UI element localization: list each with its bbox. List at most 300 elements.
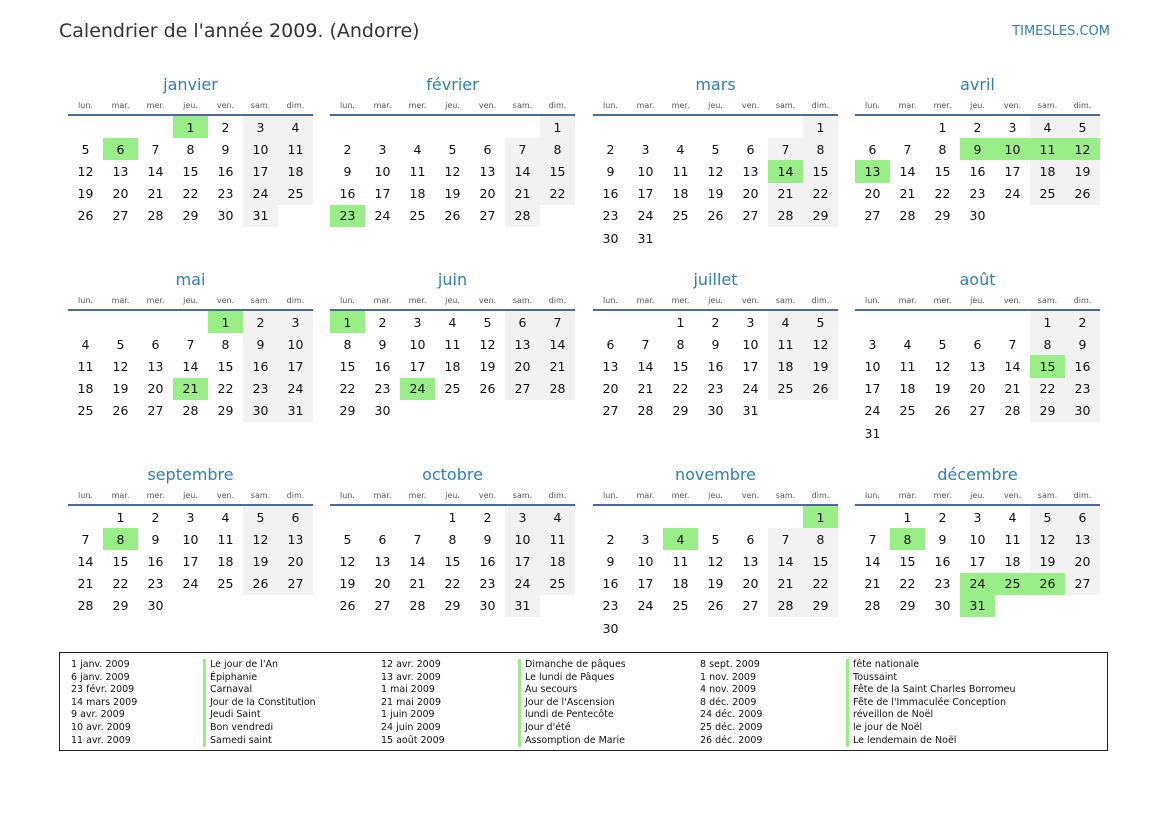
day-cell[interactable]: 10 xyxy=(243,138,278,160)
day-cell[interactable]: 19 xyxy=(112,381,129,397)
day-cell[interactable]: 19 xyxy=(77,186,94,202)
day-cell[interactable]: 27 xyxy=(505,378,540,400)
day-cell[interactable]: 3 xyxy=(641,141,650,157)
day-cell[interactable]: 25 xyxy=(409,208,426,224)
day-cell[interactable]: 21 xyxy=(864,576,881,592)
day-cell[interactable]: 2 xyxy=(151,509,160,525)
day-cell[interactable]: 31 xyxy=(637,230,654,246)
holiday-day-cell[interactable]: 1 xyxy=(173,116,208,138)
day-cell[interactable]: 28 xyxy=(505,205,540,227)
day-cell[interactable]: 6 xyxy=(746,141,755,157)
day-cell[interactable]: 16 xyxy=(217,163,234,179)
day-cell[interactable]: 16 xyxy=(707,358,724,374)
day-cell[interactable]: 2 xyxy=(1065,311,1100,333)
day-cell[interactable]: 22 xyxy=(540,183,575,205)
holiday-day-cell[interactable]: 12 xyxy=(1065,138,1100,160)
day-cell[interactable]: 11 xyxy=(1004,531,1021,547)
day-cell[interactable]: 3 xyxy=(641,531,650,547)
day-cell[interactable]: 14 xyxy=(864,553,881,569)
day-cell[interactable]: 23 xyxy=(479,576,496,592)
day-cell[interactable]: 21 xyxy=(147,186,164,202)
day-cell[interactable]: 6 xyxy=(973,336,982,352)
day-cell[interactable]: 1 xyxy=(116,509,125,525)
day-cell[interactable]: 30 xyxy=(969,208,986,224)
day-cell[interactable]: 17 xyxy=(637,186,654,202)
day-cell[interactable]: 4 xyxy=(413,141,422,157)
day-cell[interactable]: 12 xyxy=(803,333,838,355)
day-cell[interactable]: 5 xyxy=(803,311,838,333)
day-cell[interactable]: 3 xyxy=(1008,119,1017,135)
day-cell[interactable]: 1 xyxy=(540,116,575,138)
day-cell[interactable]: 16 xyxy=(969,163,986,179)
day-cell[interactable]: 22 xyxy=(182,186,199,202)
day-cell[interactable]: 18 xyxy=(1004,553,1021,569)
day-cell[interactable]: 26 xyxy=(707,598,724,614)
day-cell[interactable]: 20 xyxy=(147,381,164,397)
day-cell[interactable]: 3 xyxy=(278,311,313,333)
day-cell[interactable]: 3 xyxy=(378,141,387,157)
site-link[interactable]: TIMESLES.COM xyxy=(1012,24,1110,39)
day-cell[interactable]: 28 xyxy=(1004,403,1021,419)
day-cell[interactable]: 6 xyxy=(1065,506,1100,528)
day-cell[interactable]: 29 xyxy=(217,403,234,419)
day-cell[interactable]: 22 xyxy=(934,186,951,202)
day-cell[interactable]: 11 xyxy=(278,138,313,160)
day-cell[interactable]: 7 xyxy=(413,531,422,547)
holiday-day-cell[interactable]: 24 xyxy=(400,378,435,400)
day-cell[interactable]: 9 xyxy=(938,531,947,547)
day-cell[interactable]: 5 xyxy=(243,506,278,528)
day-cell[interactable]: 26 xyxy=(707,208,724,224)
day-cell[interactable]: 9 xyxy=(151,531,160,547)
day-cell[interactable]: 14 xyxy=(637,358,654,374)
day-cell[interactable]: 14 xyxy=(1004,358,1021,374)
day-cell[interactable]: 23 xyxy=(374,381,391,397)
day-cell[interactable]: 23 xyxy=(969,186,986,202)
day-cell[interactable]: 28 xyxy=(864,598,881,614)
day-cell[interactable]: 15 xyxy=(339,358,356,374)
day-cell[interactable]: 2 xyxy=(606,531,615,547)
day-cell[interactable]: 17 xyxy=(182,553,199,569)
day-cell[interactable]: 12 xyxy=(339,553,356,569)
day-cell[interactable]: 20 xyxy=(864,186,881,202)
day-cell[interactable]: 16 xyxy=(602,186,619,202)
day-cell[interactable]: 11 xyxy=(444,336,461,352)
holiday-day-cell[interactable]: 13 xyxy=(855,160,890,182)
day-cell[interactable]: 7 xyxy=(1008,336,1017,352)
day-cell[interactable]: 1 xyxy=(903,509,912,525)
day-cell[interactable]: 25 xyxy=(899,403,916,419)
day-cell[interactable]: 15 xyxy=(803,160,838,182)
day-cell[interactable]: 17 xyxy=(374,186,391,202)
day-cell[interactable]: 3 xyxy=(413,314,422,330)
day-cell[interactable]: 1 xyxy=(676,314,685,330)
day-cell[interactable]: 27 xyxy=(479,208,496,224)
day-cell[interactable]: 20 xyxy=(112,186,129,202)
day-cell[interactable]: 7 xyxy=(151,141,160,157)
holiday-day-cell[interactable]: 15 xyxy=(1030,355,1065,377)
day-cell[interactable]: 6 xyxy=(151,336,160,352)
day-cell[interactable]: 21 xyxy=(637,381,654,397)
day-cell[interactable]: 7 xyxy=(868,531,877,547)
day-cell[interactable]: 10 xyxy=(864,358,881,374)
day-cell[interactable]: 16 xyxy=(1065,355,1100,377)
day-cell[interactable]: 2 xyxy=(343,141,352,157)
day-cell[interactable]: 8 xyxy=(1030,333,1065,355)
day-cell[interactable]: 24 xyxy=(374,208,391,224)
day-cell[interactable]: 15 xyxy=(540,160,575,182)
day-cell[interactable]: 24 xyxy=(505,573,540,595)
day-cell[interactable]: 11 xyxy=(899,358,916,374)
day-cell[interactable]: 16 xyxy=(339,186,356,202)
day-cell[interactable]: 9 xyxy=(243,333,278,355)
day-cell[interactable]: 23 xyxy=(602,598,619,614)
day-cell[interactable]: 19 xyxy=(707,186,724,202)
holiday-day-cell[interactable]: 1 xyxy=(330,311,365,333)
day-cell[interactable]: 17 xyxy=(409,358,426,374)
day-cell[interactable]: 18 xyxy=(672,576,689,592)
day-cell[interactable]: 6 xyxy=(606,336,615,352)
day-cell[interactable]: 3 xyxy=(746,314,755,330)
holiday-day-cell[interactable]: 1 xyxy=(208,311,243,333)
day-cell[interactable]: 5 xyxy=(711,531,720,547)
day-cell[interactable]: 13 xyxy=(1065,528,1100,550)
day-cell[interactable]: 26 xyxy=(444,208,461,224)
day-cell[interactable]: 11 xyxy=(672,553,689,569)
day-cell[interactable]: 22 xyxy=(899,576,916,592)
day-cell[interactable]: 9 xyxy=(606,553,615,569)
day-cell[interactable]: 24 xyxy=(182,576,199,592)
day-cell[interactable]: 18 xyxy=(278,160,313,182)
holiday-day-cell[interactable]: 14 xyxy=(768,160,803,182)
day-cell[interactable]: 20 xyxy=(742,186,759,202)
day-cell[interactable]: 29 xyxy=(1030,400,1065,422)
day-cell[interactable]: 26 xyxy=(112,403,129,419)
day-cell[interactable]: 10 xyxy=(409,336,426,352)
day-cell[interactable]: 10 xyxy=(374,163,391,179)
day-cell[interactable]: 27 xyxy=(278,573,313,595)
day-cell[interactable]: 24 xyxy=(1004,186,1021,202)
day-cell[interactable]: 27 xyxy=(742,208,759,224)
day-cell[interactable]: 19 xyxy=(243,550,278,572)
day-cell[interactable]: 9 xyxy=(711,336,720,352)
day-cell[interactable]: 21 xyxy=(1004,381,1021,397)
day-cell[interactable]: 6 xyxy=(278,506,313,528)
day-cell[interactable]: 28 xyxy=(899,208,916,224)
day-cell[interactable]: 25 xyxy=(672,598,689,614)
day-cell[interactable]: 14 xyxy=(505,160,540,182)
day-cell[interactable]: 8 xyxy=(540,138,575,160)
day-cell[interactable]: 24 xyxy=(243,183,278,205)
day-cell[interactable]: 20 xyxy=(278,550,313,572)
day-cell[interactable]: 13 xyxy=(479,163,496,179)
day-cell[interactable]: 26 xyxy=(934,403,951,419)
holiday-day-cell[interactable]: 25 xyxy=(995,573,1030,595)
holiday-day-cell[interactable]: 23 xyxy=(330,205,365,227)
day-cell[interactable]: 14 xyxy=(540,333,575,355)
day-cell[interactable]: 20 xyxy=(505,355,540,377)
day-cell[interactable]: 16 xyxy=(147,553,164,569)
day-cell[interactable]: 31 xyxy=(864,425,881,441)
day-cell[interactable]: 30 xyxy=(217,208,234,224)
day-cell[interactable]: 3 xyxy=(868,336,877,352)
day-cell[interactable]: 21 xyxy=(505,183,540,205)
day-cell[interactable]: 21 xyxy=(768,573,803,595)
day-cell[interactable]: 6 xyxy=(483,141,492,157)
day-cell[interactable]: 25 xyxy=(278,183,313,205)
day-cell[interactable]: 21 xyxy=(77,576,94,592)
day-cell[interactable]: 26 xyxy=(479,381,496,397)
day-cell[interactable]: 26 xyxy=(77,208,94,224)
day-cell[interactable]: 4 xyxy=(540,506,575,528)
day-cell[interactable]: 10 xyxy=(182,531,199,547)
day-cell[interactable]: 12 xyxy=(77,163,94,179)
day-cell[interactable]: 31 xyxy=(243,205,278,227)
day-cell[interactable]: 4 xyxy=(1008,509,1017,525)
day-cell[interactable]: 8 xyxy=(676,336,685,352)
day-cell[interactable]: 13 xyxy=(505,333,540,355)
day-cell[interactable]: 4 xyxy=(278,116,313,138)
day-cell[interactable]: 10 xyxy=(278,333,313,355)
day-cell[interactable]: 30 xyxy=(1065,400,1100,422)
day-cell[interactable]: 9 xyxy=(606,163,615,179)
day-cell[interactable]: 4 xyxy=(1030,116,1065,138)
day-cell[interactable]: 8 xyxy=(221,336,230,352)
day-cell[interactable]: 27 xyxy=(374,598,391,614)
day-cell[interactable]: 29 xyxy=(899,598,916,614)
holiday-day-cell[interactable]: 21 xyxy=(173,378,208,400)
day-cell[interactable]: 25 xyxy=(77,403,94,419)
day-cell[interactable]: 2 xyxy=(378,314,387,330)
day-cell[interactable]: 10 xyxy=(505,528,540,550)
day-cell[interactable]: 11 xyxy=(540,528,575,550)
day-cell[interactable]: 2 xyxy=(711,314,720,330)
day-cell[interactable]: 17 xyxy=(243,160,278,182)
day-cell[interactable]: 24 xyxy=(742,381,759,397)
holiday-day-cell[interactable]: 6 xyxy=(103,138,138,160)
day-cell[interactable]: 9 xyxy=(1065,333,1100,355)
day-cell[interactable]: 7 xyxy=(81,531,90,547)
day-cell[interactable]: 9 xyxy=(343,163,352,179)
day-cell[interactable]: 8 xyxy=(343,336,352,352)
day-cell[interactable]: 28 xyxy=(77,598,94,614)
day-cell[interactable]: 22 xyxy=(803,183,838,205)
day-cell[interactable]: 14 xyxy=(147,163,164,179)
holiday-day-cell[interactable]: 4 xyxy=(663,528,698,550)
day-cell[interactable]: 23 xyxy=(934,576,951,592)
day-cell[interactable]: 28 xyxy=(409,598,426,614)
day-cell[interactable]: 17 xyxy=(1004,163,1021,179)
day-cell[interactable]: 2 xyxy=(973,119,982,135)
day-cell[interactable]: 17 xyxy=(969,553,986,569)
day-cell[interactable]: 11 xyxy=(409,163,426,179)
holiday-day-cell[interactable]: 1 xyxy=(803,506,838,528)
day-cell[interactable]: 25 xyxy=(768,378,803,400)
day-cell[interactable]: 22 xyxy=(444,576,461,592)
day-cell[interactable]: 14 xyxy=(182,358,199,374)
day-cell[interactable]: 15 xyxy=(182,163,199,179)
day-cell[interactable]: 18 xyxy=(444,358,461,374)
day-cell[interactable]: 4 xyxy=(81,336,90,352)
day-cell[interactable]: 17 xyxy=(637,576,654,592)
day-cell[interactable]: 20 xyxy=(969,381,986,397)
day-cell[interactable]: 18 xyxy=(768,355,803,377)
day-cell[interactable]: 4 xyxy=(676,141,685,157)
day-cell[interactable]: 19 xyxy=(803,355,838,377)
day-cell[interactable]: 2 xyxy=(243,311,278,333)
day-cell[interactable]: 8 xyxy=(803,138,838,160)
day-cell[interactable]: 29 xyxy=(182,208,199,224)
day-cell[interactable]: 25 xyxy=(217,576,234,592)
day-cell[interactable]: 15 xyxy=(934,163,951,179)
day-cell[interactable]: 28 xyxy=(147,208,164,224)
day-cell[interactable]: 7 xyxy=(505,138,540,160)
day-cell[interactable]: 17 xyxy=(864,381,881,397)
day-cell[interactable]: 19 xyxy=(1065,160,1100,182)
day-cell[interactable]: 10 xyxy=(637,553,654,569)
day-cell[interactable]: 9 xyxy=(378,336,387,352)
day-cell[interactable]: 31 xyxy=(505,595,540,617)
day-cell[interactable]: 12 xyxy=(1030,528,1065,550)
day-cell[interactable]: 10 xyxy=(969,531,986,547)
day-cell[interactable]: 15 xyxy=(672,358,689,374)
day-cell[interactable]: 7 xyxy=(186,336,195,352)
day-cell[interactable]: 30 xyxy=(147,598,164,614)
day-cell[interactable]: 29 xyxy=(444,598,461,614)
day-cell[interactable]: 5 xyxy=(343,531,352,547)
day-cell[interactable]: 16 xyxy=(602,576,619,592)
day-cell[interactable]: 24 xyxy=(637,208,654,224)
day-cell[interactable]: 29 xyxy=(112,598,129,614)
day-cell[interactable]: 10 xyxy=(742,336,759,352)
day-cell[interactable]: 26 xyxy=(339,598,356,614)
day-cell[interactable]: 14 xyxy=(77,553,94,569)
day-cell[interactable]: 23 xyxy=(707,381,724,397)
day-cell[interactable]: 29 xyxy=(803,595,838,617)
day-cell[interactable]: 14 xyxy=(409,553,426,569)
holiday-day-cell[interactable]: 10 xyxy=(995,138,1030,160)
day-cell[interactable]: 1 xyxy=(938,119,947,135)
day-cell[interactable]: 4 xyxy=(448,314,457,330)
day-cell[interactable]: 15 xyxy=(217,358,234,374)
day-cell[interactable]: 26 xyxy=(1065,183,1100,205)
holiday-day-cell[interactable]: 11 xyxy=(1030,138,1065,160)
day-cell[interactable]: 23 xyxy=(243,378,278,400)
day-cell[interactable]: 29 xyxy=(339,403,356,419)
day-cell[interactable]: 3 xyxy=(186,509,195,525)
day-cell[interactable]: 5 xyxy=(448,141,457,157)
day-cell[interactable]: 18 xyxy=(217,553,234,569)
day-cell[interactable]: 6 xyxy=(505,311,540,333)
day-cell[interactable]: 13 xyxy=(602,358,619,374)
day-cell[interactable]: 18 xyxy=(899,381,916,397)
day-cell[interactable]: 27 xyxy=(147,403,164,419)
day-cell[interactable]: 7 xyxy=(540,311,575,333)
day-cell[interactable]: 16 xyxy=(479,553,496,569)
day-cell[interactable]: 30 xyxy=(374,403,391,419)
day-cell[interactable]: 26 xyxy=(803,378,838,400)
day-cell[interactable]: 28 xyxy=(768,595,803,617)
day-cell[interactable]: 1 xyxy=(803,116,838,138)
day-cell[interactable]: 6 xyxy=(746,531,755,547)
day-cell[interactable]: 1 xyxy=(1030,311,1065,333)
day-cell[interactable]: 8 xyxy=(938,141,947,157)
day-cell[interactable]: 27 xyxy=(969,403,986,419)
day-cell[interactable]: 10 xyxy=(637,163,654,179)
day-cell[interactable]: 5 xyxy=(938,336,947,352)
day-cell[interactable]: 21 xyxy=(768,183,803,205)
day-cell[interactable]: 28 xyxy=(637,403,654,419)
day-cell[interactable]: 28 xyxy=(182,403,199,419)
day-cell[interactable]: 21 xyxy=(899,186,916,202)
day-cell[interactable]: 22 xyxy=(672,381,689,397)
day-cell[interactable]: 12 xyxy=(934,358,951,374)
day-cell[interactable]: 31 xyxy=(742,403,759,419)
day-cell[interactable]: 18 xyxy=(1030,160,1065,182)
day-cell[interactable]: 30 xyxy=(243,400,278,422)
day-cell[interactable]: 29 xyxy=(672,403,689,419)
day-cell[interactable]: 18 xyxy=(672,186,689,202)
day-cell[interactable]: 22 xyxy=(1030,378,1065,400)
day-cell[interactable]: 24 xyxy=(637,598,654,614)
day-cell[interactable]: 27 xyxy=(112,208,129,224)
day-cell[interactable]: 4 xyxy=(221,509,230,525)
day-cell[interactable]: 2 xyxy=(938,509,947,525)
day-cell[interactable]: 19 xyxy=(1030,550,1065,572)
day-cell[interactable]: 18 xyxy=(540,550,575,572)
day-cell[interactable]: 17 xyxy=(505,550,540,572)
day-cell[interactable]: 30 xyxy=(602,620,619,636)
day-cell[interactable]: 2 xyxy=(483,509,492,525)
day-cell[interactable]: 21 xyxy=(540,355,575,377)
day-cell[interactable]: 12 xyxy=(479,336,496,352)
day-cell[interactable]: 12 xyxy=(112,358,129,374)
day-cell[interactable]: 11 xyxy=(217,531,234,547)
day-cell[interactable]: 5 xyxy=(81,141,90,157)
day-cell[interactable]: 15 xyxy=(899,553,916,569)
day-cell[interactable]: 7 xyxy=(903,141,912,157)
day-cell[interactable]: 25 xyxy=(444,381,461,397)
day-cell[interactable]: 3 xyxy=(505,506,540,528)
holiday-day-cell[interactable]: 26 xyxy=(1030,573,1065,595)
day-cell[interactable]: 4 xyxy=(768,311,803,333)
day-cell[interactable]: 12 xyxy=(444,163,461,179)
day-cell[interactable]: 20 xyxy=(374,576,391,592)
day-cell[interactable]: 19 xyxy=(934,381,951,397)
day-cell[interactable]: 16 xyxy=(243,355,278,377)
holiday-day-cell[interactable]: 8 xyxy=(103,528,138,550)
day-cell[interactable]: 13 xyxy=(742,553,759,569)
day-cell[interactable]: 13 xyxy=(969,358,986,374)
day-cell[interactable]: 12 xyxy=(707,163,724,179)
day-cell[interactable]: 25 xyxy=(1030,183,1065,205)
day-cell[interactable]: 21 xyxy=(409,576,426,592)
day-cell[interactable]: 28 xyxy=(768,205,803,227)
day-cell[interactable]: 5 xyxy=(1065,116,1100,138)
day-cell[interactable]: 5 xyxy=(116,336,125,352)
day-cell[interactable]: 13 xyxy=(112,163,129,179)
day-cell[interactable]: 1 xyxy=(448,509,457,525)
day-cell[interactable]: 18 xyxy=(77,381,94,397)
day-cell[interactable]: 27 xyxy=(864,208,881,224)
day-cell[interactable]: 5 xyxy=(711,141,720,157)
day-cell[interactable]: 27 xyxy=(602,403,619,419)
day-cell[interactable]: 15 xyxy=(444,553,461,569)
day-cell[interactable]: 25 xyxy=(540,573,575,595)
day-cell[interactable]: 31 xyxy=(278,400,313,422)
day-cell[interactable]: 19 xyxy=(339,576,356,592)
holiday-day-cell[interactable]: 31 xyxy=(960,595,995,617)
